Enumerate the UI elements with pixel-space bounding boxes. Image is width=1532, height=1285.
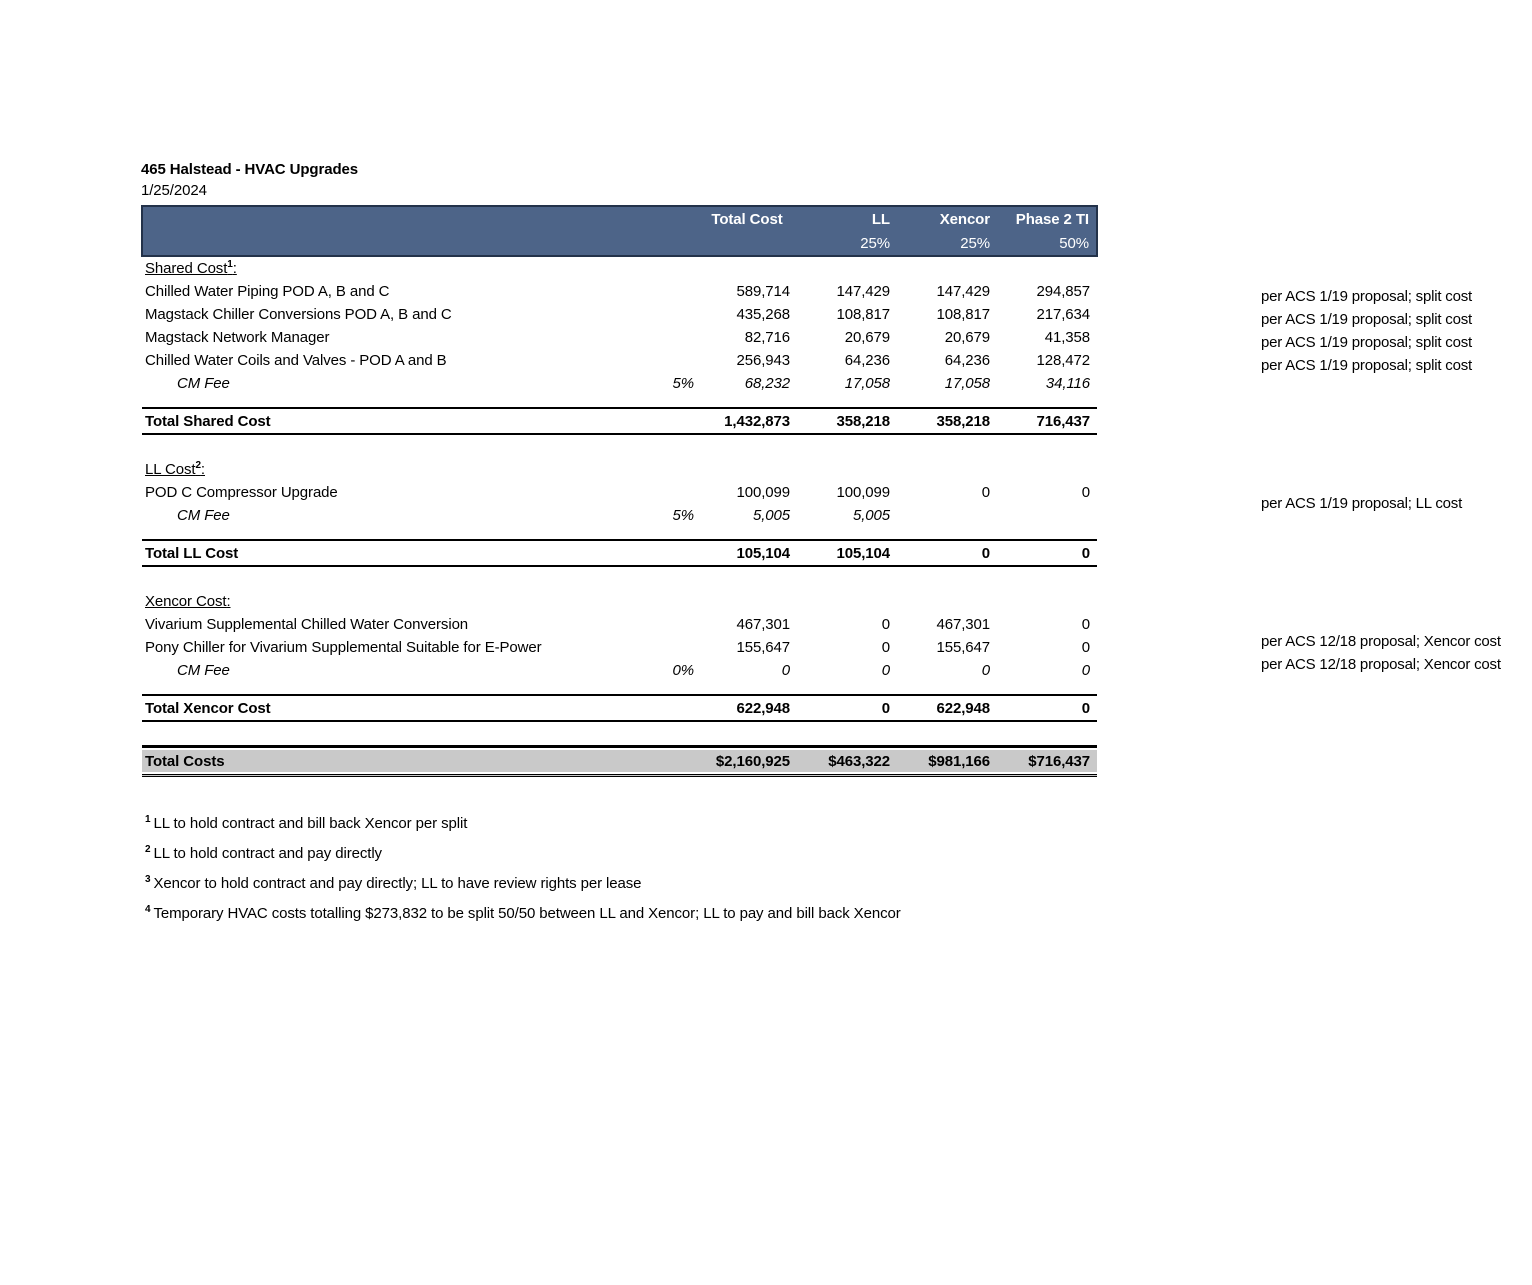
spacer-cell (142, 395, 647, 408)
footnote-item (145, 899, 1441, 929)
row-xencor: 17,058 (944, 375, 990, 392)
spacer-cell (997, 682, 1097, 695)
footnote-marker: 2 (145, 844, 151, 855)
row-ll: 20,679 (844, 329, 890, 346)
spacer-cell (697, 566, 797, 590)
row-total-cost: 155,647 (736, 639, 790, 656)
row-pct: 0% (672, 662, 694, 679)
grand-total-ll: $463,322 (797, 747, 897, 776)
row-note: per ACS 1/19 proposal; split cost (1261, 357, 1473, 374)
row-label: CM Fee (177, 375, 230, 392)
subtotal-row-ll-cost (142, 540, 1097, 566)
spacer-cell (797, 527, 897, 540)
table-row (142, 636, 1097, 659)
grand-total-xencor: $981,166 (897, 747, 997, 776)
section-heading-pad-3 (797, 590, 897, 613)
section-heading-pad-4 (897, 590, 997, 613)
row-xencor: 155,647 (936, 639, 990, 656)
subheader-cell-ll-pct: 25% (797, 232, 897, 256)
section-heading-row-shared-cost (142, 256, 1097, 280)
section-heading-pad-4 (897, 256, 997, 280)
row-pct (647, 349, 697, 372)
subtotal-xencor: 622,948 (897, 695, 997, 721)
row-phase2ti: 34,116 (1045, 375, 1090, 392)
subheader-cell-pct (647, 232, 697, 256)
grand-total-pct (647, 747, 697, 776)
spacer-cell (797, 395, 897, 408)
section-heading-row-ll-cost (142, 458, 1097, 481)
spacer-row (142, 721, 1097, 747)
subheader-cell-phase2ti-pct: 50% (997, 232, 1097, 256)
row-phase2ti: 128,472 (1036, 352, 1090, 369)
header-cell-pct (647, 206, 697, 232)
footnote-item (145, 839, 1441, 869)
section-heading-pad-4 (897, 458, 997, 481)
row-ll: 0 (881, 662, 890, 679)
row-label: Pony Chiller for Vivarium Supplemental Suitable for E-Power (145, 639, 542, 656)
subheader-cell-label (142, 232, 647, 256)
spacer-cell (647, 395, 697, 408)
row-total-cost: 68,232 (744, 375, 790, 392)
section-heading-text: Xencor Cost (145, 593, 227, 610)
table-row (142, 303, 1097, 326)
spacer-row (142, 434, 1097, 458)
row-phase2ti: 0 (1081, 616, 1090, 633)
subtotal-label: Total Shared Cost (142, 408, 647, 434)
section-heading-pad-2 (697, 590, 797, 613)
row-ll: 64,236 (844, 352, 890, 369)
page-title: 465 Halstead - HVAC Upgrades (141, 161, 358, 178)
spacer-cell (797, 566, 897, 590)
section-heading-text: Shared Cost (145, 260, 228, 277)
row-note: per ACS 12/18 proposal; Xencor cost (1261, 633, 1501, 650)
section-heading-pad-5 (997, 458, 1097, 481)
row-label: CM Fee (177, 507, 230, 524)
row-pct (647, 326, 697, 349)
section-heading-superscript: 2 (195, 460, 201, 471)
subtotal-total-cost: 105,104 (697, 540, 797, 566)
cost-breakdown-table (141, 205, 1098, 777)
subheader-cell-total-cost (697, 232, 797, 256)
footnote-text: Xencor to hold contract and pay directly; LL to have review rights per lease (153, 875, 642, 892)
spacer-cell (897, 721, 997, 747)
row-phase2ti: 294,857 (1036, 283, 1090, 300)
spacer-row (142, 566, 1097, 590)
row-pct (647, 303, 697, 326)
row-pct: 5% (672, 375, 694, 392)
section-heading-pad-2 (697, 256, 797, 280)
table-row (142, 613, 1097, 636)
subheader-cell-xencor-pct: 25% (897, 232, 997, 256)
spacer-cell (897, 682, 997, 695)
row-total-cost: 0 (781, 662, 790, 679)
row-xencor: 147,429 (936, 283, 990, 300)
section-heading-colon: : (200, 461, 205, 478)
subtotal-ll: 0 (797, 695, 897, 721)
row-phase2ti: 0 (1081, 639, 1090, 656)
row-ll: 0 (881, 616, 890, 633)
row-xencor: 64,236 (944, 352, 990, 369)
row-phase2ti (997, 504, 1097, 527)
header-cell-phase2ti: Phase 2 TI (997, 206, 1097, 232)
row-xencor: 108,817 (936, 306, 990, 323)
spacer-cell (897, 566, 997, 590)
row-phase2ti: 0 (1081, 662, 1090, 679)
footnote-text: LL to hold contract and pay directly (153, 845, 382, 862)
row-note: per ACS 1/19 proposal; split cost (1261, 334, 1473, 351)
row-label: Magstack Chiller Conversions POD A, B and C (145, 306, 452, 323)
spacer-cell (697, 721, 797, 747)
footnote-text: LL to hold contract and bill back Xencor per split (153, 815, 468, 832)
document-date: 1/25/2024 (141, 182, 207, 199)
spacer-cell (142, 682, 647, 695)
spacer-cell (997, 395, 1097, 408)
spacer-cell (142, 721, 647, 747)
row-note: per ACS 1/19 proposal; split cost (1261, 288, 1473, 305)
row-label: CM Fee (177, 662, 230, 679)
row-ll: 17,058 (844, 375, 890, 392)
row-pct (647, 613, 697, 636)
subtotal-pct (647, 540, 697, 566)
subtotal-pct (647, 408, 697, 434)
row-xencor: 0 (981, 662, 990, 679)
section-heading-pad-3 (797, 458, 897, 481)
table-row (142, 326, 1097, 349)
section-heading-colon: : (226, 593, 231, 610)
row-ll: 147,429 (836, 283, 890, 300)
subtotal-phase2ti: 0 (997, 695, 1097, 721)
spacer-cell (647, 434, 697, 458)
spacer-cell (142, 566, 647, 590)
row-total-cost: 5,005 (752, 507, 790, 524)
header-cell-ll: LL (797, 206, 897, 232)
row-label: Vivarium Supplemental Chilled Water Conversion (145, 616, 469, 633)
row-total-cost: 589,714 (736, 283, 790, 300)
spacer-cell (797, 721, 897, 747)
footnote-marker: 4 (145, 904, 151, 915)
subtotal-phase2ti: 0 (997, 540, 1097, 566)
section-heading-pad-2 (697, 458, 797, 481)
row-note: per ACS 1/19 proposal; split cost (1261, 311, 1473, 328)
row-ll: 5,005 (852, 507, 890, 524)
spacer-cell (647, 566, 697, 590)
table-header-row-primary (142, 206, 1097, 232)
row-label: Chilled Water Piping POD A, B and C (145, 283, 390, 300)
header-cell-total-cost: Total Cost (697, 206, 797, 232)
footnote-text: Temporary HVAC costs totalling $273,832 to be split 50/50 between LL and Xencor; LL to pay and bill back Xencor (153, 905, 901, 922)
row-total-cost: 435,268 (736, 306, 790, 323)
grand-total-phase2ti: $716,437 (997, 747, 1097, 776)
spacer-cell (647, 721, 697, 747)
row-pct (647, 481, 697, 504)
section-heading-pad-5 (997, 256, 1097, 280)
section-heading-shared-cost (142, 256, 647, 280)
row-xencor: 0 (981, 484, 990, 501)
row-total-cost: 256,943 (736, 352, 790, 369)
section-heading-ll-cost (142, 458, 647, 481)
spacer-cell (797, 434, 897, 458)
spacer-cell (997, 566, 1097, 590)
subtotal-total-cost: 1,432,873 (697, 408, 797, 434)
spacer-cell (142, 434, 647, 458)
subtotal-row-shared-cost (142, 408, 1097, 434)
row-ll: 0 (881, 639, 890, 656)
spacer-row (142, 527, 1097, 540)
footnote-marker: 3 (145, 874, 151, 885)
footnotes-block (141, 809, 1441, 929)
section-heading-pad-3 (797, 256, 897, 280)
row-total-cost: 100,099 (736, 484, 790, 501)
section-heading-pad-1 (647, 458, 697, 481)
section-heading-pad-1 (647, 256, 697, 280)
spacer-cell (897, 434, 997, 458)
row-ll: 100,099 (836, 484, 890, 501)
table-row-cm-fee (142, 659, 1097, 682)
section-heading-row-xencor-cost (142, 590, 1097, 613)
row-note: per ACS 12/18 proposal; Xencor cost (1261, 656, 1501, 673)
grand-total-row (142, 747, 1097, 776)
table-row (142, 349, 1097, 372)
subtotal-pct (647, 695, 697, 721)
subtotal-phase2ti: 716,437 (997, 408, 1097, 434)
spacer-cell (697, 527, 797, 540)
spacer-cell (897, 395, 997, 408)
spreadsheet-sheet (141, 160, 1501, 929)
footnote-marker: 1 (145, 814, 151, 825)
row-pct (647, 636, 697, 659)
table-row (142, 280, 1097, 303)
section-heading-pad-5 (997, 590, 1097, 613)
section-heading-text: LL Cost (145, 461, 196, 478)
subtotal-ll: 358,218 (797, 408, 897, 434)
row-xencor: 467,301 (936, 616, 990, 633)
header-cell-xencor: Xencor (897, 206, 997, 232)
grand-total-label: Total Costs (142, 747, 647, 776)
table-header-row-split (142, 232, 1097, 256)
spacer-cell (897, 527, 997, 540)
subtotal-xencor: 0 (897, 540, 997, 566)
section-heading-xencor-cost (142, 590, 647, 613)
row-label: POD C Compressor Upgrade (145, 484, 338, 501)
spacer-row (142, 682, 1097, 695)
row-phase2ti: 0 (1081, 484, 1090, 501)
spacer-cell (997, 527, 1097, 540)
subtotal-row-xencor-cost (142, 695, 1097, 721)
row-total-cost: 82,716 (744, 329, 790, 346)
table-row (142, 481, 1097, 504)
footnote-item (145, 869, 1441, 899)
header-cell-label (142, 206, 647, 232)
row-xencor (897, 504, 997, 527)
subtotal-total-cost: 622,948 (697, 695, 797, 721)
row-pct: 5% (672, 507, 694, 524)
subtotal-ll: 105,104 (797, 540, 897, 566)
footnote-item (145, 809, 1441, 839)
table-row-cm-fee (142, 504, 1097, 527)
spacer-cell (697, 434, 797, 458)
section-heading-pad-1 (647, 590, 697, 613)
row-ll: 108,817 (836, 306, 890, 323)
row-pct (647, 280, 697, 303)
subtotal-label: Total Xencor Cost (142, 695, 647, 721)
section-heading-colon: : (232, 260, 237, 277)
row-note: per ACS 1/19 proposal; LL cost (1261, 495, 1463, 512)
spacer-cell (797, 682, 897, 695)
spacer-cell (697, 682, 797, 695)
section-heading-superscript: 1 (227, 259, 233, 270)
row-label: Chilled Water Coils and Valves - POD A and B (145, 352, 447, 369)
spacer-cell (647, 527, 697, 540)
row-total-cost: 467,301 (736, 616, 790, 633)
subtotal-label: Total LL Cost (142, 540, 647, 566)
row-phase2ti: 41,358 (1044, 329, 1090, 346)
row-xencor: 20,679 (944, 329, 990, 346)
spacer-cell (997, 721, 1097, 747)
spacer-cell (997, 434, 1097, 458)
grand-total-total-cost: $2,160,925 (697, 747, 797, 776)
table-row-cm-fee (142, 372, 1097, 395)
spacer-cell (647, 682, 697, 695)
spacer-cell (697, 395, 797, 408)
row-label: Magstack Network Manager (145, 329, 330, 346)
spacer-row (142, 395, 1097, 408)
row-phase2ti: 217,634 (1036, 306, 1090, 323)
spacer-cell (142, 527, 647, 540)
subtotal-xencor: 358,218 (897, 408, 997, 434)
